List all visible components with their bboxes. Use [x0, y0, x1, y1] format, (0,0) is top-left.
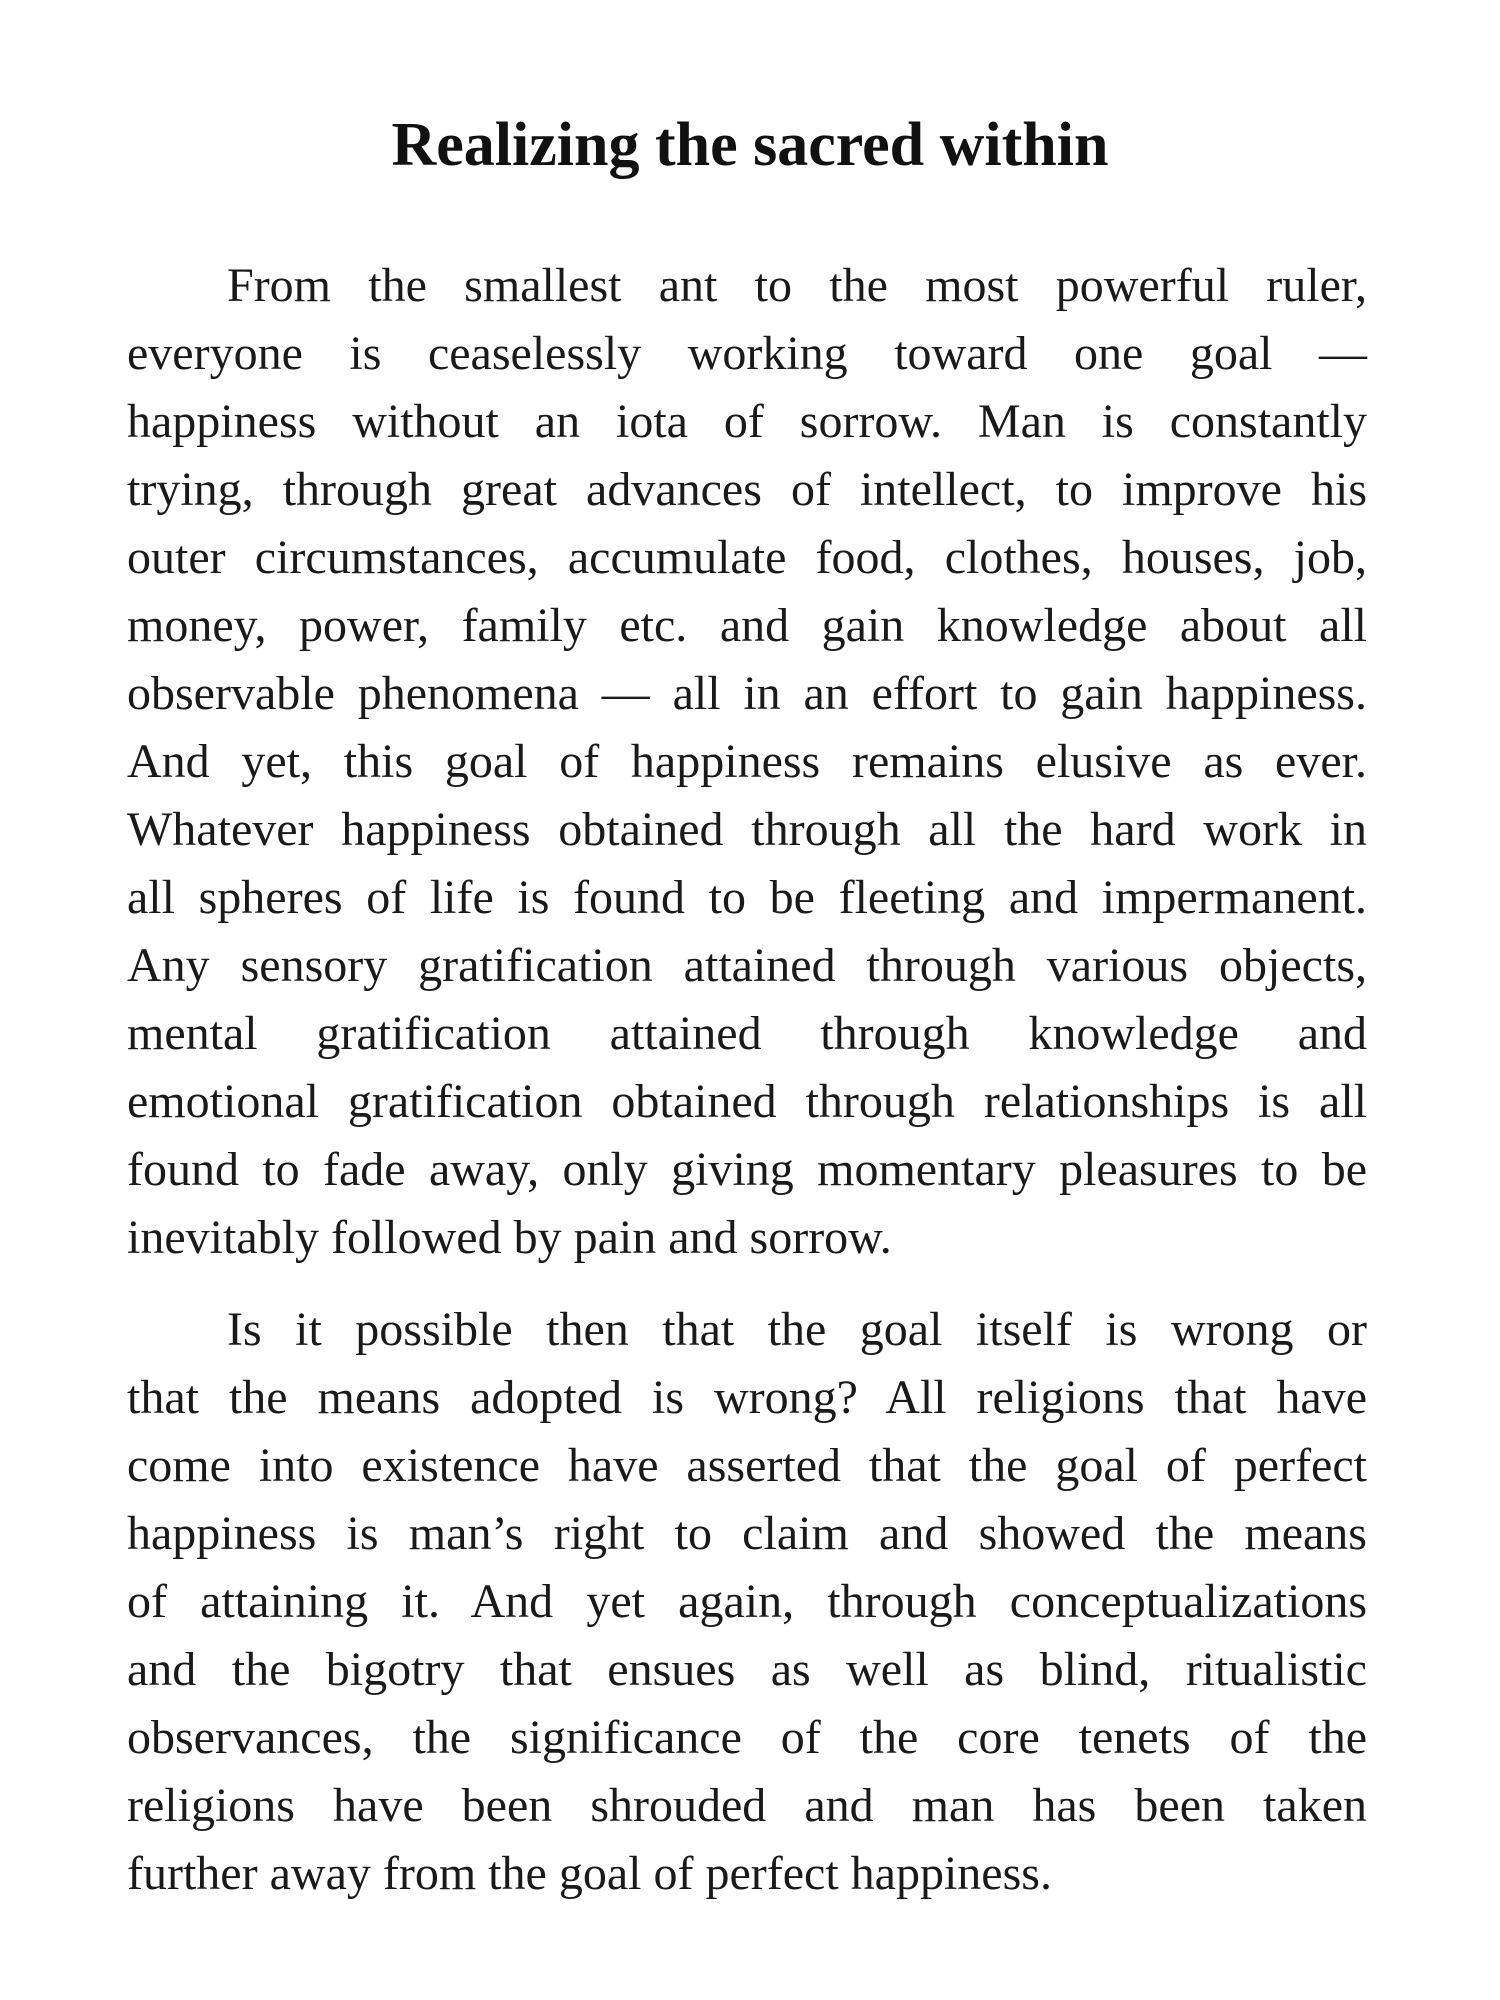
paragraph-line: Whatever happiness obtained through all the hard work in [127, 803, 1367, 856]
paragraph-2 [127, 1296, 1367, 1908]
paragraph-line: Any sensory gratification attained through various objects, [127, 939, 1367, 992]
paragraph-line: and the bigotry that ensues as well as blind, ritualistic [127, 1643, 1367, 1696]
paragraph-line: observances, the significance of the core tenets of the [127, 1711, 1367, 1764]
paragraph-line: Is it possible then that the goal itself is wrong or [227, 1303, 1367, 1356]
paragraph-1 [127, 252, 1367, 1272]
page-title: Realizing the sacred within [391, 111, 1109, 179]
paragraph-line: happiness without an iota of sorrow. Man is constantly [127, 395, 1367, 448]
paragraph-line: further away from the goal of perfect happiness. [127, 1847, 1052, 1900]
paragraph-line: emotional gratification obtained through relationships is all [127, 1075, 1367, 1128]
paragraph-line: observable phenomena — all in an effort to gain happiness. [127, 667, 1367, 720]
paragraph-line: outer circumstances, accumulate food, clothes, houses, job, [127, 531, 1367, 584]
paragraph-line: From the smallest ant to the most powerful ruler, [227, 259, 1367, 312]
paragraph-line: everyone is ceaselessly working toward one goal — [127, 327, 1367, 380]
paragraph-line: happiness is man’s right to claim and showed the means [127, 1507, 1367, 1560]
paragraph-line: of attaining it. And yet again, through conceptualizations [127, 1575, 1367, 1628]
paragraph-line: come into existence have asserted that the goal of perfect [127, 1439, 1367, 1492]
paragraph-line: mental gratification attained through knowledge and [127, 1007, 1367, 1060]
paragraph-line: found to fade away, only giving momentary pleasures to be [127, 1143, 1367, 1196]
paragraph-line: that the means adopted is wrong? All religions that have [127, 1371, 1367, 1424]
paragraph-line: all spheres of life is found to be fleeting and impermanent. [127, 871, 1367, 924]
paragraph-line: money, power, family etc. and gain knowledge about all [127, 599, 1367, 652]
paragraph-line: religions have been shrouded and man has been taken [127, 1779, 1367, 1832]
paragraph-line: trying, through great advances of intellect, to improve his [127, 463, 1367, 516]
paragraph-line: And yet, this goal of happiness remains elusive as ever. [127, 735, 1367, 788]
paragraph-line: inevitably followed by pain and sorrow. [127, 1211, 892, 1264]
